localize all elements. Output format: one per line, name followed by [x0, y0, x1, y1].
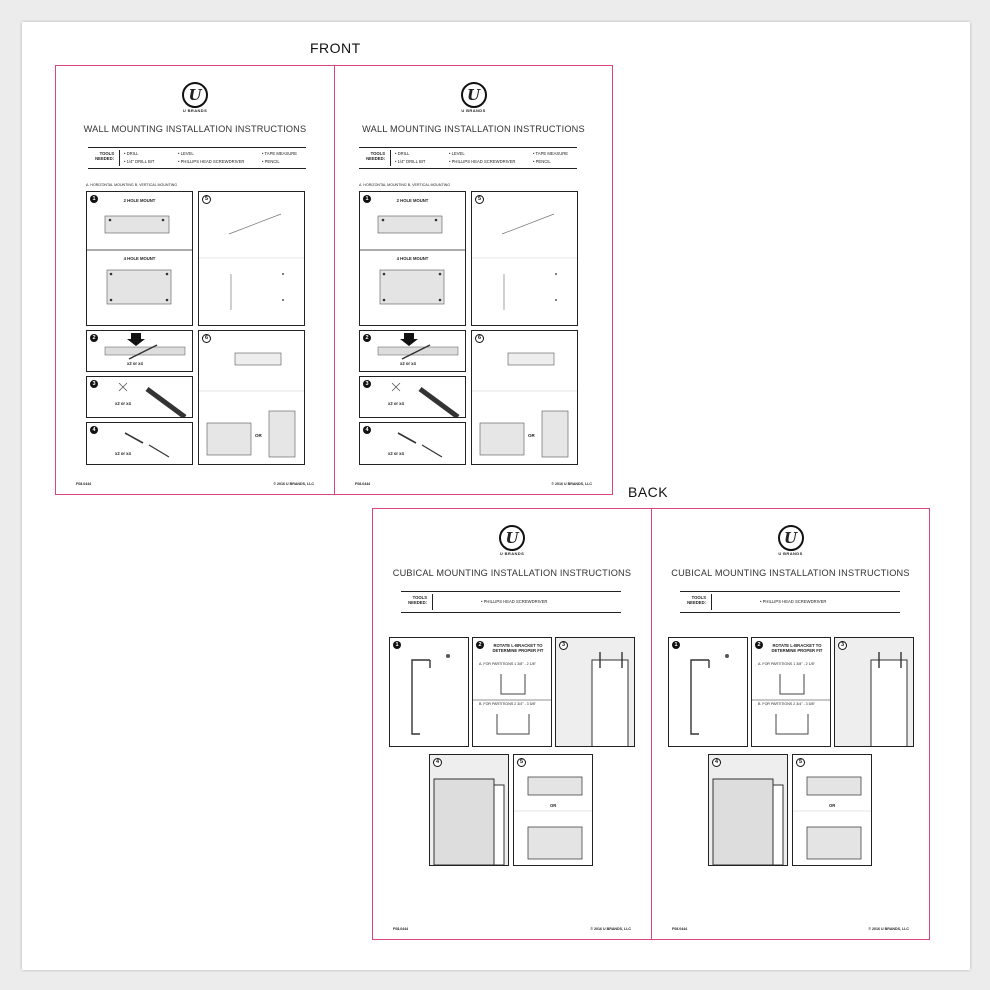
- hang-on-partition-diagram: [556, 638, 635, 747]
- step-4-box: [86, 422, 193, 465]
- front-spread: [55, 65, 613, 495]
- footer-code: F08.0444: [393, 927, 409, 931]
- step-1-box: [668, 637, 748, 747]
- tool-item: • PHILLIPS HEAD SCREWDRIVER: [449, 159, 516, 164]
- tool-item: • PENCIL: [262, 159, 280, 164]
- step-number: 3: [90, 380, 98, 388]
- hang-on-partition-diagram: [835, 638, 914, 747]
- step-number: 5: [475, 195, 484, 204]
- step-number: 5: [796, 758, 805, 767]
- tools-needed: [88, 147, 306, 169]
- footer-code: F08.0444: [76, 482, 92, 486]
- step-3-box: [555, 637, 635, 747]
- wall-panel-2: [334, 66, 612, 494]
- two-hole-label: 2 HOLE MOUNT: [396, 198, 429, 203]
- quantity-label: x2 or x4: [115, 401, 131, 406]
- two-hole-label: 2 HOLE MOUNT: [123, 198, 156, 203]
- brand-logo: U: [461, 82, 487, 108]
- board-on-partition-diagram: [430, 755, 509, 866]
- page-title: WALL MOUNTING INSTALLATION INSTRUCTIONS: [83, 124, 307, 134]
- board-hung-diagram: [199, 331, 305, 465]
- step-number: 4: [433, 758, 442, 767]
- brand-logo: U: [499, 525, 525, 551]
- footer-copyright: © 2016 U BRANDS, LLC: [590, 927, 631, 931]
- quantity-label: x2 or x4: [388, 401, 404, 406]
- or-label: OR: [829, 803, 836, 808]
- step-number: 2: [363, 334, 371, 342]
- tool-item: • LEVEL: [449, 151, 465, 156]
- step-number: 3: [559, 641, 568, 650]
- step-1-box: [86, 191, 193, 326]
- pencil-mark-diagram: [87, 331, 193, 372]
- or-label: OR: [255, 433, 262, 438]
- tools-needed: [359, 147, 577, 169]
- brand-name: U BRANDS: [182, 108, 208, 113]
- page-title: CUBICAL MOUNTING INSTALLATION INSTRUCTIONS: [392, 568, 632, 578]
- step-5-box: [471, 191, 578, 326]
- l-bracket-diagram: [390, 638, 469, 747]
- rotate-instruction: ROTATE L-BRACKET TO DETERMINE PROPER FIT: [492, 643, 544, 653]
- tool-item: • PENCIL: [533, 159, 551, 164]
- footer-copyright: © 2016 U BRANDS, LLC: [551, 482, 592, 486]
- brand-logo: U: [182, 82, 208, 108]
- tools-label: TOOLS NEEDED:: [95, 151, 114, 161]
- step-1-box: [389, 637, 469, 747]
- partition-fit-diagram: [473, 638, 552, 747]
- brand-name: U BRANDS: [461, 108, 486, 113]
- mounting-subhead: A. HORIZONTAL MOUNTING B. VERTICAL MOUNTING: [359, 183, 451, 187]
- step-2-box: [359, 330, 466, 372]
- tool-item: • PHILLIPS HEAD SCREWDRIVER: [178, 159, 245, 164]
- step-number: 5: [202, 195, 211, 204]
- tools-label: TOOLS NEEDED:: [408, 595, 427, 605]
- pencil-mark-diagram: [360, 331, 466, 372]
- step-number: 4: [90, 426, 98, 434]
- tool-item: • PHILLIPS HEAD SCREWDRIVER: [481, 599, 548, 604]
- footer-copyright: © 2016 U BRANDS, LLC: [273, 482, 314, 486]
- step-number: 6: [202, 334, 211, 343]
- hole-mount-diagram: [360, 192, 466, 326]
- page-title: WALL MOUNTING INSTALLATION INSTRUCTIONS: [362, 124, 585, 134]
- step-5-box: [513, 754, 593, 866]
- step-1-box: [359, 191, 466, 326]
- step-number: 2: [755, 641, 763, 649]
- step-3-box: [359, 376, 466, 418]
- step-2-box: [751, 637, 831, 747]
- tools-label: TOOLS NEEDED:: [687, 595, 706, 605]
- anchor-screw-diagram: [360, 423, 466, 465]
- cubical-panel-1: [373, 509, 651, 939]
- step-number: 4: [363, 426, 371, 434]
- tool-item: • PHILLIPS HEAD SCREWDRIVER: [760, 599, 827, 604]
- four-hole-label: 4 HOLE MOUNT: [123, 256, 156, 261]
- tool-item: • LEVEL: [178, 151, 194, 156]
- l-bracket-diagram: [669, 638, 748, 747]
- tool-item: • TAPE MEASURE: [533, 151, 569, 156]
- step-number: 1: [672, 641, 680, 649]
- step-number: 3: [363, 380, 371, 388]
- level-diagram: [199, 192, 305, 326]
- step-5-box: [198, 191, 305, 326]
- drill-diagram: [87, 377, 193, 418]
- mounting-subhead: A. HORIZONTAL MOUNTING B. VERTICAL MOUNTING: [86, 183, 178, 187]
- step-number: 5: [517, 758, 526, 767]
- footer-code: F08.0444: [672, 927, 688, 931]
- step-4-box: [429, 754, 509, 866]
- quantity-label: x2 or x4: [127, 361, 143, 366]
- step-number: 6: [475, 334, 484, 343]
- tool-item: • 1/4" DRILL BIT: [395, 159, 426, 164]
- partition-fit-diagram: [752, 638, 831, 747]
- partition-b-label: B. FOR PARTITIONS 2 3/4" - 3 5/8": [758, 702, 815, 706]
- board-hung-diagram: [472, 331, 578, 465]
- step-number: 2: [90, 334, 98, 342]
- brand-name: U BRANDS: [778, 551, 803, 556]
- tool-item: • DRILL: [124, 151, 139, 156]
- quantity-label: x2 or x4: [400, 361, 416, 366]
- step-6-box: [471, 330, 578, 465]
- quantity-label: x2 or x4: [115, 451, 131, 456]
- cubical-panel-2: [651, 509, 929, 939]
- step-number: 4: [712, 758, 721, 767]
- four-hole-label: 4 HOLE MOUNT: [396, 256, 429, 261]
- partition-a-label: A. FOR PARTITIONS 1 3/8" - 2 1/8": [479, 662, 536, 666]
- step-number: 1: [90, 195, 98, 203]
- partition-a-label: A. FOR PARTITIONS 1 3/8" - 2 1/8": [758, 662, 815, 666]
- back-spread: [372, 508, 930, 940]
- board-orientation-diagram: [793, 755, 872, 866]
- step-number: 2: [476, 641, 484, 649]
- step-3-box: [86, 376, 193, 418]
- step-2-box: [472, 637, 552, 747]
- drill-diagram: [360, 377, 466, 418]
- step-number: 1: [363, 195, 371, 203]
- brand-logo: U: [778, 525, 804, 551]
- hole-mount-diagram: [87, 192, 193, 326]
- board-on-partition-diagram: [709, 755, 788, 866]
- step-number: 3: [838, 641, 847, 650]
- wall-panel-1: [56, 66, 334, 494]
- tools-label: TOOLS NEEDED:: [366, 151, 385, 161]
- step-2-box: [86, 330, 193, 372]
- level-diagram: [472, 192, 578, 326]
- partition-b-label: B. FOR PARTITIONS 2 3/4" - 3 5/8": [479, 702, 536, 706]
- brand-name: U BRANDS: [499, 551, 525, 556]
- tool-item: • TAPE MEASURE: [262, 151, 298, 156]
- step-4-box: [359, 422, 466, 465]
- step-4-box: [708, 754, 788, 866]
- footer-code: F08.0444: [355, 482, 371, 486]
- front-label: FRONT: [310, 40, 361, 56]
- or-label: OR: [550, 803, 557, 808]
- back-label: BACK: [628, 484, 669, 500]
- or-label: OR: [528, 433, 535, 438]
- tools-needed: [680, 591, 900, 613]
- board-orientation-diagram: [514, 755, 593, 866]
- page-sheet: [22, 22, 970, 970]
- footer-copyright: © 2016 U BRANDS, LLC: [868, 927, 909, 931]
- step-5-box: [792, 754, 872, 866]
- step-6-box: [198, 330, 305, 465]
- rotate-instruction: ROTATE L-BRACKET TO DETERMINE PROPER FIT: [771, 643, 823, 653]
- step-number: 1: [393, 641, 401, 649]
- tool-item: • 1/4" DRILL BIT: [124, 159, 155, 164]
- tools-needed: [401, 591, 621, 613]
- tool-item: • DRILL: [395, 151, 410, 156]
- quantity-label: x2 or x4: [388, 451, 404, 456]
- anchor-screw-diagram: [87, 423, 193, 465]
- page-title: CUBICAL MOUNTING INSTALLATION INSTRUCTIONS: [671, 568, 910, 578]
- step-3-box: [834, 637, 914, 747]
